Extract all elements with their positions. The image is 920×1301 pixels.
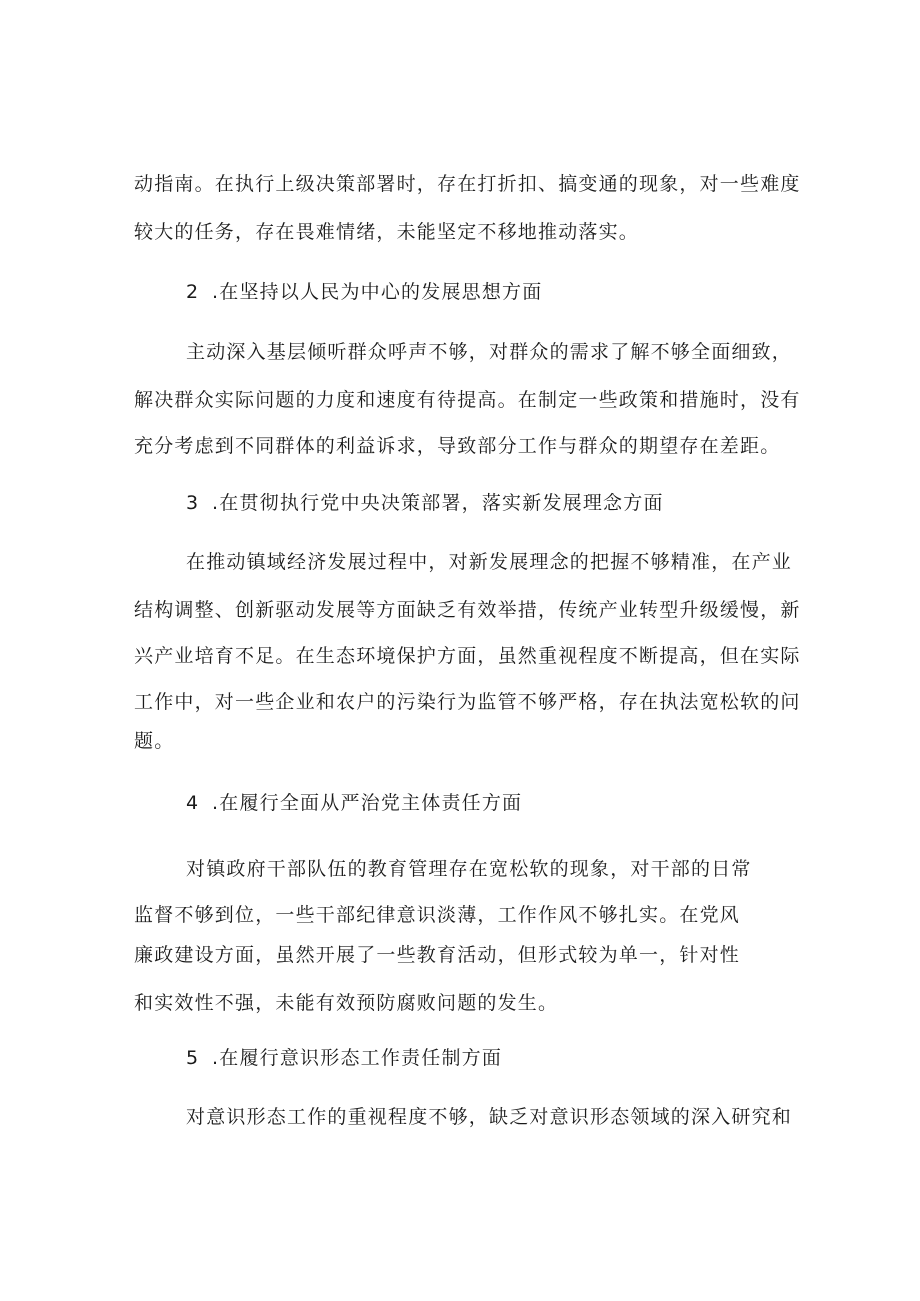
paragraph-line: 监督不够到位，一些干部纪律意识淡薄，工作作风不够扎实。在党风	[134, 904, 741, 926]
paragraph-line: 充分考虑到不同群体的利益诉求，导致部分工作与群众的期望存在差距。	[134, 435, 781, 457]
paragraph-line: 兴产业培育不足。在生态环境保护方面，虽然重视程度不断提高，但在实际	[134, 645, 801, 667]
paragraph-line: 解决群众实际问题的力度和速度有待提高。在制定一些政策和措施时，没有	[134, 389, 801, 411]
section-number: 3	[186, 492, 200, 514]
paragraph-line: 在推动镇域经济发展过程中，对新发展理念的把握不够精准，在产业	[186, 551, 793, 573]
section-title: .在履行全面从严治党主体责任方面	[212, 792, 523, 814]
section-heading-4	[186, 790, 522, 816]
section-title: .在贯彻执行党中央决策部署，落实新发展理念方面	[212, 492, 664, 514]
paragraph-line: 对意识形态工作的重视程度不够，缺乏对意识形态领域的深入研究和	[186, 1106, 793, 1128]
paragraph-line: 结构调整、创新驱动发展等方面缺乏有效举措，传统产业转型升级缓慢，新	[134, 599, 801, 621]
section-number: 4	[186, 792, 200, 814]
section-title: .在履行意识形态工作责任制方面	[212, 1047, 503, 1069]
paragraph-line: 廉政建设方面，虽然开展了一些教育活动，但形式较为单一，针对性	[134, 944, 741, 966]
paragraph-line: 较大的任务，存在畏难情绪，未能坚定不移地推动落实。	[134, 221, 640, 243]
section-heading-3	[186, 490, 664, 516]
paragraph-line: 对镇政府干部队伍的教育管理存在宽松软的现象，对干部的日常	[186, 858, 752, 880]
paragraph-line: 动指南。在执行上级决策部署时，存在打折扣、搞变通的现象，对一些难度	[134, 173, 801, 195]
section-heading-2	[186, 279, 542, 305]
paragraph-line: 题。	[134, 730, 175, 752]
paragraph-line: 工作中，对一些企业和农户的污染行为监管不够严格，存在执法宽松软的问	[134, 691, 801, 713]
section-heading-5	[186, 1045, 502, 1071]
paragraph-line: 和实效性不强，未能有效预防腐败问题的发生。	[134, 992, 559, 1014]
section-number: 2	[186, 281, 200, 303]
section-number: 5	[186, 1047, 200, 1069]
paragraph-line: 主动深入基层倾听群众呼声不够，对群众的需求了解不够全面细致，	[186, 341, 793, 363]
section-title: .在坚持以人民为中心的发展思想方面	[212, 281, 543, 303]
